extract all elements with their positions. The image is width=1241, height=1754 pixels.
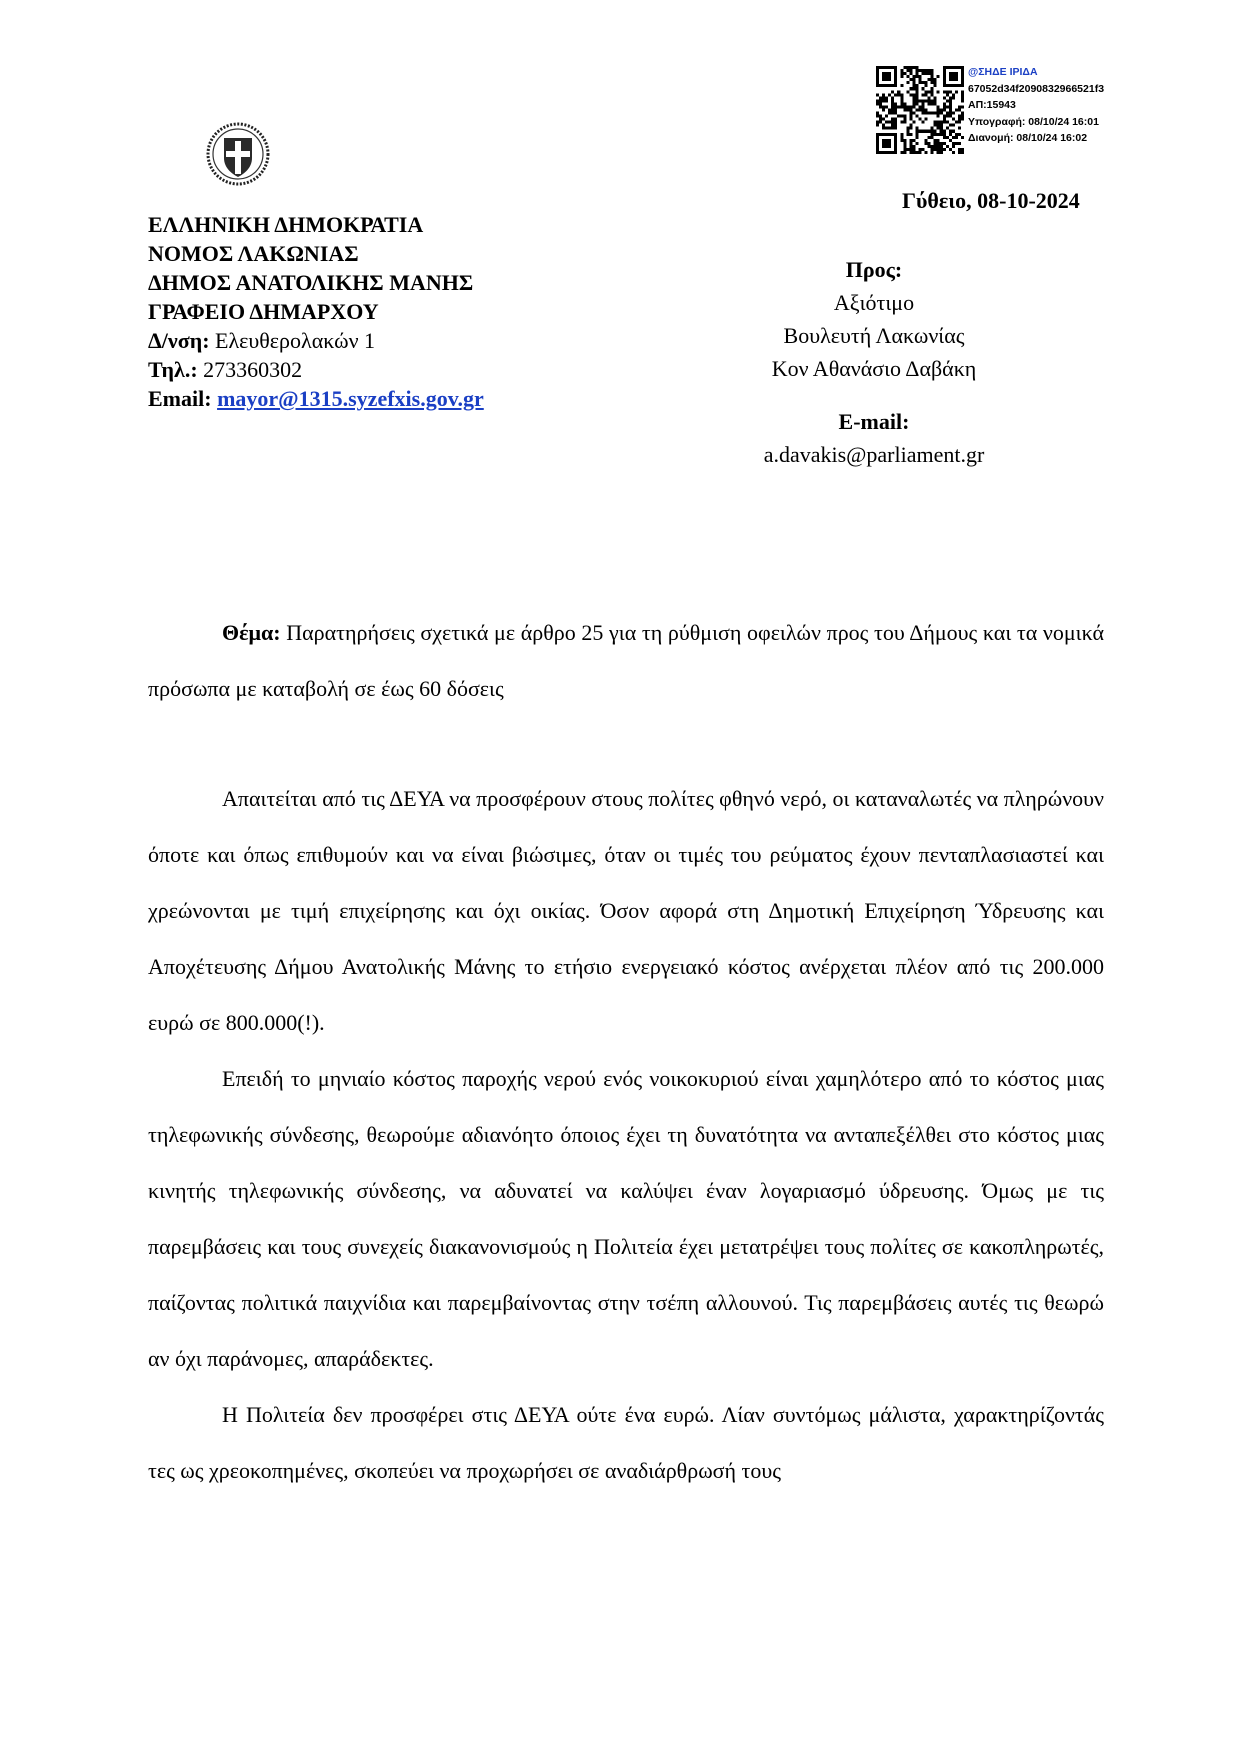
phone-value: 273360302: [197, 357, 303, 382]
recipient-block: [740, 253, 1008, 471]
recipient-to-label: Προς:: [845, 257, 903, 282]
address-value: Ελευθερολακών 1: [209, 328, 376, 353]
place-date: Γύθειο, 08-10-2024: [902, 188, 1080, 213]
issuer-prefecture: ΝΟΜΟΣ ΛΑΚΩΝΙΑΣ: [148, 241, 359, 266]
body-paragraph-2: Επειδή το μηνιαίο κόστος παροχής νερού ενός νοικοκυριού είναι χαμηλότερο από το κόστος μιας τηλεφωνικής σύνδεσης, θεωρούμε αδιανόητο όποιος έχει τη δυνατότητα να ανταπεξέλθει στο κόστος μιας κινητής τηλεφωνικής σύνδεσης, να αδυνατεί να καλύψει έναν λογαριασμό ύδρευσης. Όμως με τις παρεμβάσεις και τους συνεχείς διακανονισμούς η Πολιτεία έχει μετατρέψει τους πολίτες σε κακοπληρωτές, παίζοντας πολιτικά παιχνίδια και παρεμβαίνοντας στην τσέπη αλλουνού. Τις παρεμβάσεις αυτές τις θεωρώ αν όχι παράνομες, απαράδεκτες.: [148, 1066, 1104, 1371]
issuer-country: ΕΛΛΗΝΙΚΗ ΔΗΜΟΚΡΑΤΙΑ: [148, 212, 424, 237]
body-paragraph-1: Απαιτείται από τις ΔΕΥΑ να προσφέρουν στους πολίτες φθηνό νερό, οι καταναλωτές να πληρώνουν όποτε και όπως επιθυμούν και να είναι βιώσιμες, όταν οι τιμές του ρεύματος έχουν πενταπλασιαστεί και χρεώνονται με τιμή επιχείρησης και όχι οικίας. Όσον αφορά στη Δημοτική Επιχείρηση Ύδρευσης και Αποχέτευσης Δήμου Ανατολικής Μάνης το ετήσιο ενεργειακό κόστος ανέρχεται πλέον από τις 200.000 ευρώ σε 800.000(!).: [148, 786, 1104, 1035]
issuer-phone: [148, 355, 484, 384]
issuer-office: ΓΡΑΦΕΙΟ ΔΗΜΑΡΧΟΥ: [148, 299, 379, 324]
stamp-protocol: ΑΠ:15943: [968, 99, 1016, 111]
greek-emblem-icon: [204, 120, 272, 188]
issuer-email: [148, 384, 484, 413]
recipient-name: Κον Αθανάσιο Δαβάκη: [771, 356, 977, 381]
stamp-signature-date: Υπογραφή: 08/10/24 16:01: [968, 115, 1099, 128]
stamp-hash: 67052d34f2090832966521f3: [968, 82, 1105, 95]
recipient-email-label: E-mail:: [838, 409, 910, 434]
issuer-municipality: ΔΗΜΟΣ ΑΝΑΤΟΛΙΚΗΣ ΜΑΝΗΣ: [148, 270, 474, 295]
phone-label: Τηλ.:: [148, 357, 198, 382]
subject-line: [148, 605, 1104, 717]
address-label: Δ/νση:: [148, 328, 210, 353]
subject-label: Θέμα:: [222, 620, 281, 645]
recipient-line-2: Βουλευτή Λακωνίας: [783, 323, 965, 348]
issuer-address: [148, 326, 484, 355]
subject-text: Παρατηρήσεις σχετικά με άρθρο 25 για τη ρύθμιση οφειλών προς του Δήμους και τα νομικά πρόσωπα με καταβολή σε έως 60 δόσεις: [148, 620, 1104, 701]
body-paragraph-3: Η Πολιτεία δεν προσφέρει στις ΔΕΥΑ ούτε ένα ευρώ. Λίαν συντόμως μάλιστα, χαρακτηρίζοντάς τες ως χρεοκοπημένες, σκοπεύει να προχωρήσει σε αναδιάρθρωσή τους: [148, 1402, 1104, 1483]
email-label: Email:: [148, 386, 212, 411]
issuer-block: [148, 210, 484, 413]
email-link[interactable]: mayor@1315.syzefxis.gov.gr: [217, 386, 484, 411]
stamp-distribution-date: Διανομή: 08/10/24 16:02: [968, 132, 1088, 144]
stamp-system: @ΣΗΔΕ ΙΡΙΔΑ: [968, 66, 1038, 78]
qr-code: [876, 66, 964, 154]
letter-body: [148, 605, 1104, 1499]
recipient-line-1: Αξιότιμο: [833, 290, 915, 315]
document-stamp: [968, 64, 1104, 147]
recipient-email: a.davakis@parliament.gr: [763, 442, 985, 467]
